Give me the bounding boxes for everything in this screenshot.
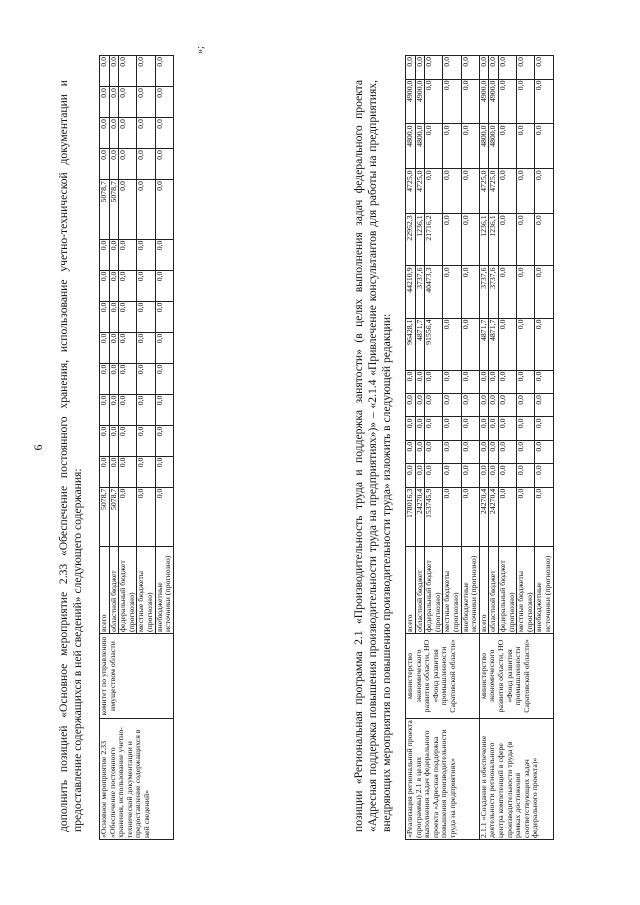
- value-cell: 0,0: [489, 56, 499, 80]
- total-cell: 0,0: [443, 487, 461, 546]
- value-cell: 4900,0: [479, 79, 489, 124]
- rotated-document-page: [31, 35, 595, 860]
- value-cell: 0,0: [517, 56, 535, 80]
- value-cell: 1236,1: [479, 214, 489, 266]
- value-cell: 0,0: [479, 440, 489, 463]
- funding-source-cell: местные бюджеты (прогнозно): [443, 547, 461, 634]
- event-name-cell: «Основное мероприятие 2.33 «Обеспечение постоянного хранения, использование учетно-технической документации и предоставление содержащихся в ней сведений»: [100, 719, 174, 840]
- value-cell: 0,0: [535, 464, 553, 487]
- value-cell: 4725,0: [415, 169, 425, 214]
- table-regional-program-2-1: [405, 55, 554, 840]
- value-cell: 0,0: [109, 118, 119, 149]
- total-cell: 0,0: [517, 487, 535, 546]
- value-cell: 0,0: [479, 370, 489, 393]
- value-cell: 0,0: [155, 301, 173, 332]
- value-cell: 0,0: [100, 149, 110, 180]
- value-cell: 0,0: [479, 464, 489, 487]
- event-name-cell: 2.1.1 «Создание и обеспечение деятельности регионального центра компетенций в сфере производительности труда (в рамках достижения соответствующих задач федерального проекта)»: [479, 719, 553, 840]
- value-cell: 0,0: [155, 149, 173, 180]
- value-cell: 0,0: [406, 370, 416, 393]
- value-cell: 0,0: [415, 56, 425, 80]
- value-cell: 0,0: [489, 394, 499, 417]
- funding-source-cell: областной бюджет: [109, 547, 119, 634]
- value-cell: 0,0: [406, 394, 416, 417]
- value-cell: 0,0: [119, 270, 137, 301]
- value-cell: 0,0: [461, 79, 479, 124]
- value-cell: 0,0: [461, 214, 479, 266]
- value-cell: 0,0: [517, 266, 535, 318]
- value-cell: 0,0: [535, 440, 553, 463]
- value-cell: 0,0: [489, 440, 499, 463]
- value-cell: 0,0: [425, 370, 443, 393]
- value-cell: 0,0: [137, 180, 155, 239]
- value-cell: 0,0: [155, 363, 173, 394]
- value-cell: 0,0: [498, 440, 516, 463]
- executor-cell: министерство экономического развития области, НО «Фонд развития промышленности Саратовской области»: [479, 634, 553, 719]
- value-cell: 0,0: [535, 266, 553, 318]
- value-cell: 0,0: [443, 169, 461, 214]
- value-cell: 0,0: [461, 440, 479, 463]
- value-cell: 0,0: [137, 363, 155, 394]
- value-cell: 0,0: [535, 417, 553, 440]
- value-cell: 4725,0: [489, 169, 499, 214]
- value-cell: 0,0: [517, 79, 535, 124]
- value-cell: 0,0: [100, 56, 110, 87]
- value-cell: 0,0: [498, 169, 516, 214]
- value-cell: 3737,6: [415, 266, 425, 318]
- value-cell: 4900,0: [406, 79, 416, 124]
- value-cell: 0,0: [479, 56, 489, 80]
- value-cell: 4900,0: [415, 79, 425, 124]
- value-cell: 0,0: [137, 332, 155, 363]
- value-cell: 22952,3: [406, 214, 416, 266]
- value-cell: 0,0: [443, 417, 461, 440]
- value-cell: 0,0: [489, 370, 499, 393]
- value-cell: 4900,0: [489, 79, 499, 124]
- value-cell: 0,0: [498, 79, 516, 124]
- value-cell: 0,0: [498, 394, 516, 417]
- value-cell: 0,0: [535, 394, 553, 417]
- table-row: [100, 56, 110, 840]
- value-cell: 0,0: [461, 394, 479, 417]
- value-cell: 0,0: [535, 79, 553, 124]
- funding-source-cell: местные бюджеты (прогнозно): [517, 547, 535, 634]
- value-cell: 0,0: [498, 417, 516, 440]
- value-cell: 0,0: [517, 417, 535, 440]
- value-cell: 4871,7: [489, 318, 499, 370]
- value-cell: 0,0: [155, 56, 173, 87]
- value-cell: 0,0: [498, 318, 516, 370]
- total-cell: 0,0: [498, 487, 516, 546]
- value-cell: 0,0: [137, 56, 155, 87]
- value-cell: 0,0: [535, 124, 553, 169]
- funding-source-cell: федеральный бюджет (прогнозно): [119, 547, 137, 634]
- value-cell: 0,0: [498, 214, 516, 266]
- page-number: 6: [31, 444, 45, 451]
- value-cell: 0,0: [461, 56, 479, 80]
- value-cell: 0,0: [461, 169, 479, 214]
- value-cell: 0,0: [535, 169, 553, 214]
- value-cell: 0,0: [498, 124, 516, 169]
- value-cell: 0,0: [137, 118, 155, 149]
- value-cell: 0,0: [100, 394, 110, 425]
- value-cell: 40473,3: [425, 266, 443, 318]
- value-cell: 0,0: [119, 149, 137, 180]
- value-cell: 0,0: [443, 318, 461, 370]
- value-cell: 0,0: [109, 56, 119, 87]
- value-cell: 5078,7: [100, 180, 110, 239]
- executor-cell: комитет по управлению имуществом области: [100, 634, 174, 719]
- value-cell: 0,0: [100, 270, 110, 301]
- value-cell: 0,0: [489, 417, 499, 440]
- value-cell: 0,0: [461, 266, 479, 318]
- value-cell: 0,0: [425, 417, 443, 440]
- total-cell: 24270,4: [489, 487, 499, 546]
- value-cell: 0,0: [155, 118, 173, 149]
- value-cell: 96428,1: [406, 318, 416, 370]
- value-cell: 0,0: [109, 363, 119, 394]
- value-cell: 0,0: [155, 456, 173, 487]
- value-cell: 0,0: [119, 456, 137, 487]
- value-cell: 0,0: [100, 363, 110, 394]
- table-row: [406, 56, 416, 840]
- value-cell: 4725,0: [479, 169, 489, 214]
- value-cell: 0,0: [425, 79, 443, 124]
- value-cell: 0,0: [109, 332, 119, 363]
- paragraph-trail: »;: [195, 46, 206, 54]
- value-cell: 0,0: [535, 370, 553, 393]
- value-cell: 0,0: [498, 266, 516, 318]
- value-cell: 0,0: [155, 239, 173, 270]
- value-cell: 0,0: [461, 464, 479, 487]
- value-cell: 3737,6: [479, 266, 489, 318]
- value-cell: 0,0: [517, 440, 535, 463]
- funding-source-cell: всего: [406, 547, 416, 634]
- value-cell: 0,0: [119, 56, 137, 87]
- value-cell: 0,0: [498, 464, 516, 487]
- total-cell: 178016,3: [406, 487, 416, 546]
- value-cell: 4800,0: [406, 124, 416, 169]
- value-cell: 3737,6: [489, 266, 499, 318]
- value-cell: 0,0: [461, 417, 479, 440]
- value-cell: 0,0: [109, 239, 119, 270]
- executor-cell: министерство экономического развития области, НО «Фонд развития промышленности Саратовской области»: [406, 634, 480, 719]
- value-cell: 0,0: [119, 239, 137, 270]
- value-cell: 0,0: [109, 149, 119, 180]
- value-cell: 0,0: [119, 425, 137, 456]
- value-cell: 5078,7: [109, 180, 119, 239]
- value-cell: 0,0: [155, 332, 173, 363]
- value-cell: 0,0: [415, 394, 425, 417]
- total-cell: 24270,4: [415, 487, 425, 546]
- value-cell: 0,0: [535, 318, 553, 370]
- value-cell: 0,0: [498, 370, 516, 393]
- value-cell: 0,0: [100, 332, 110, 363]
- event-name-cell: «Реализация региональной проекта (программы) 2.1 в целях выполнения задач федерального проекта «Адресная поддержка повышения производительности труда на предприятиях»: [406, 719, 480, 840]
- value-cell: 91556,4: [425, 318, 443, 370]
- funding-source-cell: областной бюджет: [489, 547, 499, 634]
- value-cell: 0,0: [119, 301, 137, 332]
- value-cell: 0,0: [425, 169, 443, 214]
- value-cell: 0,0: [100, 239, 110, 270]
- value-cell: 0,0: [100, 87, 110, 118]
- value-cell: 0,0: [425, 394, 443, 417]
- value-cell: 0,0: [461, 318, 479, 370]
- value-cell: 0,0: [443, 56, 461, 80]
- value-cell: 0,0: [517, 214, 535, 266]
- funding-source-cell: внебюджетные источники (прогнозно): [535, 547, 553, 634]
- funding-source-cell: федеральный бюджет (прогнозно): [425, 547, 443, 634]
- value-cell: 0,0: [155, 180, 173, 239]
- value-cell: 0,0: [406, 464, 416, 487]
- value-cell: 0,0: [479, 394, 489, 417]
- value-cell: 0,0: [109, 425, 119, 456]
- paragraph-add-position: дополнить позицией «Основное мероприятие 2.33 «Обеспечение постоянного хранения, использование учетно-технической документации и предоставление содержащихся в ней сведений» следующего содержания:: [57, 80, 84, 832]
- funding-source-cell: всего: [100, 547, 110, 634]
- value-cell: 0,0: [155, 425, 173, 456]
- total-cell: 5078,7: [109, 487, 119, 546]
- value-cell: 0,0: [155, 270, 173, 301]
- value-cell: 0,0: [517, 318, 535, 370]
- value-cell: 0,0: [415, 417, 425, 440]
- value-cell: 0,0: [137, 394, 155, 425]
- value-cell: 0,0: [443, 266, 461, 318]
- funding-source-cell: областной бюджет: [415, 547, 425, 634]
- funding-source-cell: местные бюджеты (прогнозно): [137, 547, 155, 634]
- value-cell: 4800,0: [479, 124, 489, 169]
- value-cell: 0,0: [119, 87, 137, 118]
- value-cell: 0,0: [109, 301, 119, 332]
- value-cell: 0,0: [119, 180, 137, 239]
- value-cell: 0,0: [100, 301, 110, 332]
- value-cell: 0,0: [109, 87, 119, 118]
- funding-source-cell: всего: [479, 547, 489, 634]
- value-cell: 0,0: [517, 394, 535, 417]
- value-cell: 4871,7: [415, 318, 425, 370]
- value-cell: 0,0: [119, 363, 137, 394]
- value-cell: 44210,9: [406, 266, 416, 318]
- value-cell: 0,0: [137, 270, 155, 301]
- total-cell: 5078,7: [100, 487, 110, 546]
- value-cell: 0,0: [155, 394, 173, 425]
- value-cell: 0,0: [119, 118, 137, 149]
- funding-source-cell: федеральный бюджет (прогнозно): [498, 547, 516, 634]
- value-cell: 1236,1: [415, 214, 425, 266]
- value-cell: 21716,2: [425, 214, 443, 266]
- value-cell: 0,0: [100, 425, 110, 456]
- value-cell: 0,0: [137, 456, 155, 487]
- value-cell: 4800,0: [415, 124, 425, 169]
- value-cell: 0,0: [517, 124, 535, 169]
- value-cell: 0,0: [517, 169, 535, 214]
- value-cell: 0,0: [425, 464, 443, 487]
- value-cell: 0,0: [461, 124, 479, 169]
- value-cell: 0,0: [415, 440, 425, 463]
- value-cell: 0,0: [535, 214, 553, 266]
- value-cell: 0,0: [137, 425, 155, 456]
- value-cell: 0,0: [517, 370, 535, 393]
- value-cell: 0,0: [109, 456, 119, 487]
- value-cell: 0,0: [155, 87, 173, 118]
- value-cell: 0,0: [443, 440, 461, 463]
- value-cell: 0,0: [119, 394, 137, 425]
- total-cell: 153745,9: [425, 487, 443, 546]
- total-cell: 0,0: [119, 487, 137, 546]
- total-cell: 0,0: [155, 487, 173, 546]
- value-cell: 0,0: [425, 440, 443, 463]
- value-cell: 0,0: [479, 417, 489, 440]
- value-cell: 0,0: [119, 332, 137, 363]
- value-cell: 4800,0: [489, 124, 499, 169]
- table-main-event-2-33: [99, 55, 174, 840]
- value-cell: 0,0: [109, 394, 119, 425]
- value-cell: 0,0: [137, 149, 155, 180]
- value-cell: 0,0: [535, 56, 553, 80]
- value-cell: 0,0: [443, 124, 461, 169]
- funding-source-cell: внебюджетные источники (прогнозно): [461, 547, 479, 634]
- value-cell: 0,0: [415, 464, 425, 487]
- value-cell: 0,0: [100, 118, 110, 149]
- paragraph-edit-positions: позиции «Региональная программа 2.1 «Производительность труда и поддержка занятости» (в целях выполнения задач федерального проекта «Адресная поддержка повышения производительности труда на предприятиях»)» – «2.1.4 «Привлечение консультантов для работы на предприятиях, внедряющих мероприятия по повышению производительности труда» изложить в следующей редакции:: [352, 80, 393, 832]
- value-cell: 0,0: [425, 56, 443, 80]
- total-cell: 0,0: [137, 487, 155, 546]
- total-cell: 0,0: [535, 487, 553, 546]
- value-cell: 0,0: [443, 464, 461, 487]
- value-cell: 0,0: [425, 124, 443, 169]
- value-cell: 0,0: [461, 370, 479, 393]
- value-cell: 4725,0: [406, 169, 416, 214]
- value-cell: 0,0: [489, 464, 499, 487]
- value-cell: 0,0: [443, 214, 461, 266]
- value-cell: 0,0: [109, 270, 119, 301]
- value-cell: 4871,7: [479, 318, 489, 370]
- value-cell: 1236,1: [489, 214, 499, 266]
- value-cell: 0,0: [137, 87, 155, 118]
- funding-source-cell: внебюджетные источники (прогнозно): [155, 547, 173, 634]
- value-cell: 0,0: [406, 417, 416, 440]
- value-cell: 0,0: [406, 440, 416, 463]
- total-cell: 0,0: [461, 487, 479, 546]
- value-cell: 0,0: [443, 370, 461, 393]
- value-cell: 0,0: [137, 301, 155, 332]
- value-cell: 0,0: [100, 456, 110, 487]
- value-cell: 0,0: [406, 56, 416, 80]
- value-cell: 0,0: [415, 370, 425, 393]
- value-cell: 0,0: [137, 239, 155, 270]
- total-cell: 24270,4: [479, 487, 489, 546]
- value-cell: 0,0: [443, 79, 461, 124]
- value-cell: 0,0: [498, 56, 516, 80]
- value-cell: 0,0: [443, 394, 461, 417]
- value-cell: 0,0: [517, 464, 535, 487]
